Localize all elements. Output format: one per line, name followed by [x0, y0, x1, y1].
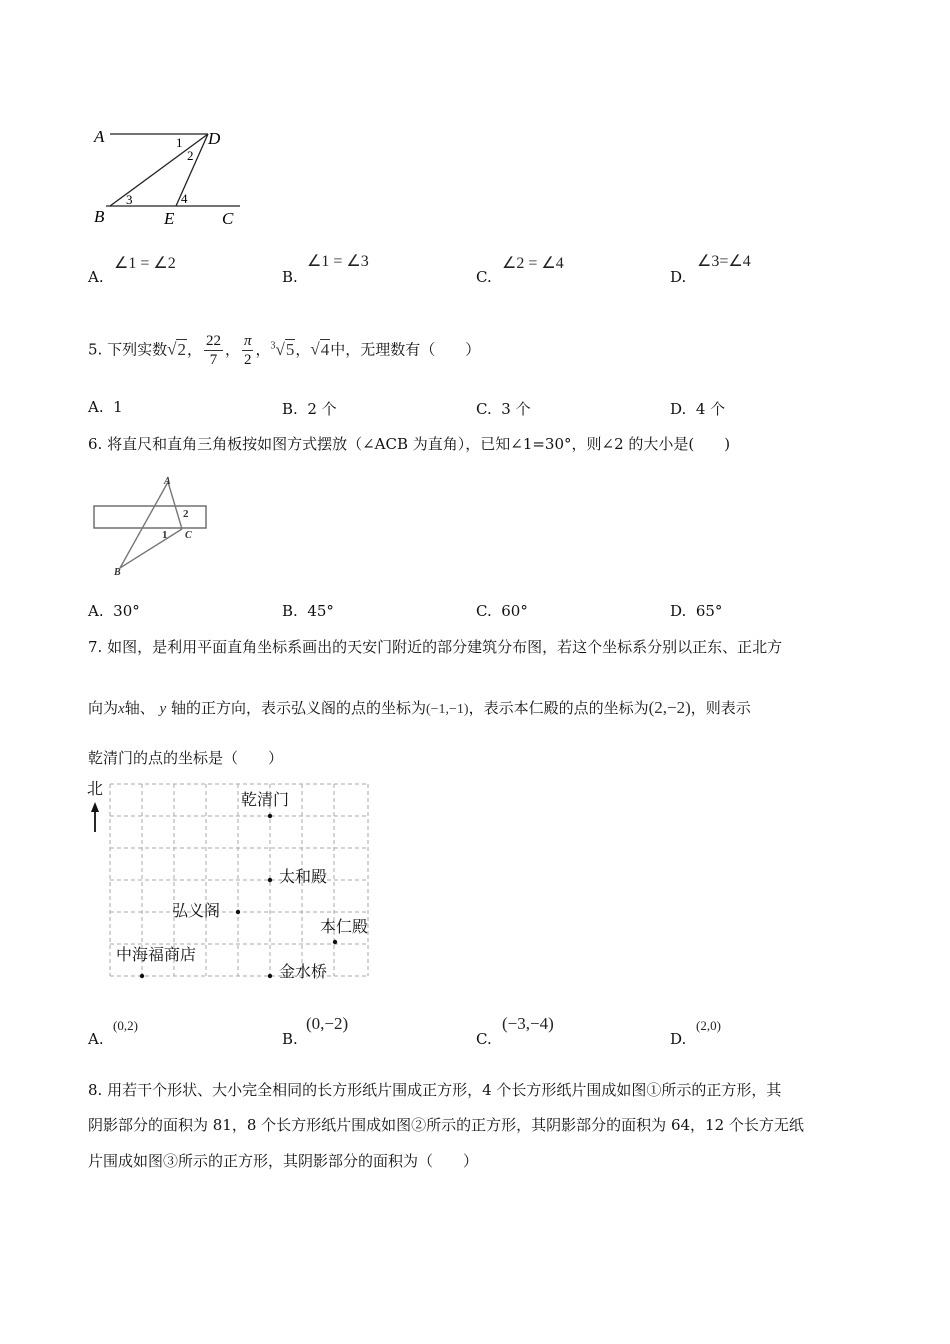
q8-line2: 阴影部分的面积为 81，8 个长方形纸片围成如图②所示的正方形，其阴影部分的面积为 64，12 个长方无纸 [88, 1116, 804, 1134]
q7-option-b-letter[interactable]: B. [282, 1030, 298, 1048]
q7-line2-c: 轴的正方向，表示弘义阁的点的坐标为 [170, 699, 426, 717]
q4-option-b-expr: ∠1 = ∠3 [307, 253, 369, 270]
q6-figure [88, 472, 218, 580]
q5-cbrt-radicand: 5 [285, 339, 295, 359]
label-A: A [94, 127, 105, 146]
q5-option-b-text: 2 个 [307, 400, 337, 418]
q7-line1: 7. 如图，是利用平面直角坐标系画出的天安门附近的部分建筑分布图，若这个坐标系分别以正东、正北方 [88, 638, 783, 656]
q7-coord-benrendian: (2,−2) [648, 698, 691, 717]
q5-option-d[interactable] [670, 398, 725, 419]
q5-sep: ， [224, 340, 240, 359]
q6-angle-1: 1 [162, 529, 168, 541]
q6-angle-2: 2 [183, 508, 189, 520]
q5-sqrt4-radicand: 4 [320, 339, 330, 359]
label-D: D [208, 129, 221, 148]
q7-option-a-expr: (0,2) [113, 1018, 138, 1033]
q6-option-c-letter: C. [476, 602, 492, 620]
q4-option-a-letter[interactable]: A. [88, 268, 104, 286]
q7-line2-e: ，则表示 [690, 699, 751, 717]
q6-option-b-letter: B. [282, 602, 298, 620]
q4-option-a-expr: ∠1 = ∠2 [114, 255, 176, 272]
angle-2: 2 [187, 148, 194, 163]
q6-option-a[interactable] [88, 602, 140, 620]
q7-option-b-expr: (0,−2) [306, 1014, 349, 1033]
q6-label-C: C [185, 530, 192, 541]
q5-stem [88, 326, 868, 372]
q7-option-a-letter[interactable]: A. [88, 1030, 104, 1048]
label-qianqingmen: 乾清门 [241, 790, 290, 809]
q5-sqrt4: √4 [310, 339, 330, 359]
q6-option-c-text: 60° [501, 602, 528, 620]
q5-option-b[interactable] [282, 398, 337, 419]
q8-line1: 8. 用若干个形状、大小完全相同的长方形纸片围成正方形，4 个长方形纸片围成如图①所示的正方形，其 [88, 1081, 782, 1099]
q5-option-d-letter: D. [670, 400, 687, 418]
q5-sep: ， [255, 340, 271, 359]
q5-option-a[interactable] [88, 398, 123, 416]
q5-pi-num: π [243, 333, 252, 350]
q7-option-d-letter[interactable]: D. [670, 1030, 687, 1048]
label-zhonghaifu: 中海福商店 [116, 945, 197, 964]
q7-line2-b: 轴、 [124, 699, 155, 717]
q5-option-a-text: 1 [113, 398, 123, 416]
q5-sqrt2-radicand: 2 [177, 339, 186, 359]
q4-figure [88, 122, 258, 232]
point-benrendian [333, 940, 337, 944]
north-label: 北 [87, 779, 104, 798]
label-jinshuiqiao: 金水桥 [279, 962, 328, 981]
q5-frac-22-7 [204, 332, 223, 369]
q7-line2 [88, 698, 868, 720]
q5-option-a-letter: A. [88, 398, 104, 416]
q5-sep: ， [186, 340, 202, 359]
q5-suffix: 中，无理数有（ ） [330, 340, 481, 359]
q7-line2-d: ，表示本仁殿的点的坐标为 [468, 699, 649, 717]
q6-stem: 6. 将直尺和直角三角板按如图方式摆放（∠ACB 为直角），已知∠1=30°，则∠2 的大小是( ) [88, 435, 731, 453]
q5-pi-den: 2 [243, 352, 252, 369]
q7-option-c-letter[interactable]: C. [476, 1030, 492, 1048]
q7-x-var: x [118, 701, 125, 717]
q6-label-A: A [164, 476, 171, 487]
q6-option-d[interactable] [670, 602, 722, 620]
q4-option-c-expr: ∠2 = ∠4 [502, 255, 564, 272]
q7-line3: 乾清门的点的坐标是（ ） [88, 749, 284, 767]
q5-option-b-letter: B. [282, 400, 298, 418]
label-taihedian: 太和殿 [279, 867, 328, 886]
q5-sep: ， [295, 340, 311, 359]
q4-option-c-letter[interactable]: C. [476, 268, 492, 286]
q5-option-d-text: 4 个 [695, 400, 726, 418]
q7-option-d-expr: (2,0) [696, 1018, 721, 1033]
q8-line3: 片围成如图③所示的正方形，其阴影部分的面积为（ ） [88, 1152, 479, 1170]
q4-option-d-expr: ∠3=∠4 [697, 253, 751, 270]
label-benrendian: 本仁殿 [320, 917, 369, 936]
angle-4: 4 [181, 191, 188, 206]
point-qianqingmen [268, 814, 272, 818]
q5-prefix: 5. 下列实数 [88, 340, 168, 359]
q6-label-B: B [114, 567, 121, 578]
north-arrow-icon [91, 802, 99, 832]
q5-option-c-text: 3 个 [501, 400, 531, 418]
q6-option-d-letter: D. [670, 602, 687, 620]
q6-option-a-letter: A. [88, 602, 104, 620]
angle-3: 3 [126, 192, 133, 207]
q4-option-d-letter[interactable]: D. [670, 268, 687, 286]
q6-option-c[interactable] [476, 602, 528, 620]
label-C: C [222, 209, 234, 228]
q5-option-c[interactable] [476, 398, 531, 419]
label-B: B [94, 207, 105, 226]
q4-option-b-letter[interactable]: B. [282, 268, 298, 286]
q7-line2-a: 向为 [88, 699, 119, 717]
q6-option-b[interactable] [282, 602, 334, 620]
q7-y-var: y [159, 701, 167, 717]
q5-frac-pi-2 [242, 332, 254, 369]
q5-sqrt2: √2 [167, 339, 186, 359]
q6-option-a-text: 30° [113, 602, 140, 620]
q6-option-d-text: 65° [695, 602, 723, 620]
point-jinshuiqiao [268, 974, 272, 978]
point-hongyige [236, 910, 240, 914]
q7-coord-hongyige: (−1,−1) [425, 702, 469, 717]
q5-frac-den: 7 [209, 352, 218, 369]
q5-cbrt-index: 3 [270, 340, 276, 351]
point-taihedian [268, 878, 272, 882]
label-hongyige: 弘义阁 [172, 901, 221, 920]
q6-option-b-text: 45° [307, 602, 334, 620]
label-E: E [164, 209, 175, 228]
q5-option-c-letter: C. [476, 400, 492, 418]
angle-1: 1 [176, 135, 183, 150]
q7-map [86, 774, 386, 984]
q5-frac-num: 22 [205, 333, 221, 350]
q7-option-c-expr: (−3,−4) [502, 1014, 554, 1033]
q5-cbrt5: $^3$√5 [270, 339, 295, 359]
point-zhonghaifu [140, 974, 144, 978]
